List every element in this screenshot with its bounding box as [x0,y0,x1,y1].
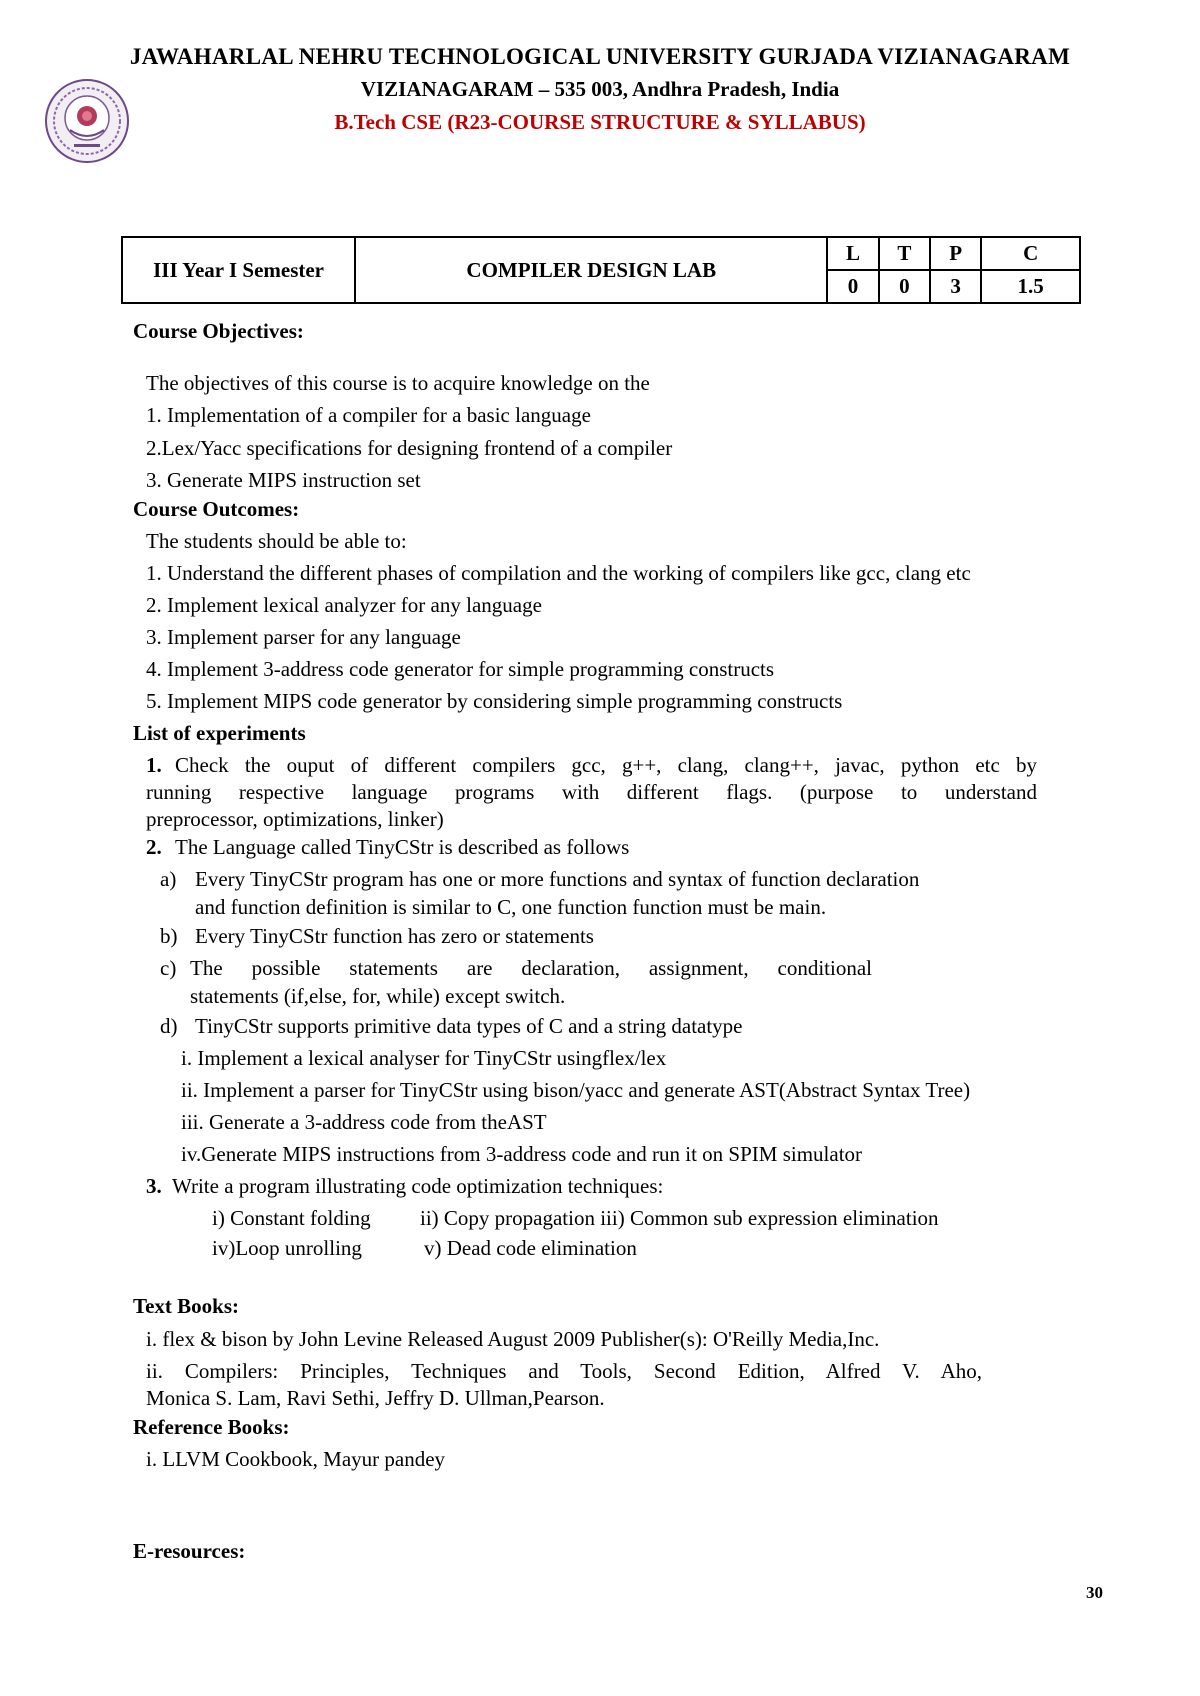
outcome-item: 3. Implement parser for any language [146,625,461,649]
header-l: L [827,237,878,270]
optimization-item: v) Dead code elimination [424,1236,637,1260]
optimization-item: iv)Loop unrolling [212,1236,362,1260]
outcomes-heading: Course Outcomes: [133,497,300,521]
sub-item-text: Every TinyCStr program has one or more functions and syntax of function declaration [195,867,920,891]
experiment-number: 2. [146,835,162,859]
sub-item-text: Every TinyCStr function has zero or statements [195,924,594,948]
eresources-heading: E-resources: [133,1539,246,1563]
outcomes-intro: The students should be able to: [146,529,407,553]
semester-cell: III Year I Semester [122,237,355,303]
objectives-heading: Course Objectives: [133,319,304,343]
experiment-1-line: preprocessor, optimizations, linker) [146,807,444,831]
reference-heading: Reference Books: [133,1415,290,1439]
value-t: 0 [879,270,930,303]
program-title: B.Tech CSE (R23-COURSE STRUCTURE & SYLLABUS) [334,110,866,134]
experiment-2-text: The Language called TinyCStr is described as follows [175,835,630,859]
value-p: 3 [930,270,981,303]
optimization-item: ii) Copy propagation iii) Common sub expression elimination [420,1206,939,1230]
experiment-number: 1. [146,753,162,777]
sub-item-text: and function definition is similar to C, one function function must be main. [195,895,827,919]
objective-item: 3. Generate MIPS instruction set [146,468,421,492]
value-l: 0 [827,270,878,303]
page-number: 30 [1086,1583,1103,1602]
sub-item-text: statements (if,else, for, while) except switch. [190,984,566,1008]
header-c: C [981,237,1080,270]
sub-item-label: c) [160,956,177,980]
header-p: P [930,237,981,270]
outcome-item: 1. Understand the different phases of compilation and the working of compilers like gcc, clang etc [146,561,971,585]
value-c: 1.5 [981,270,1080,303]
sub-item-text: TinyCStr supports primitive data types of C and a string datatype [195,1014,743,1038]
reference-item: i. LLVM Cookbook, Mayur pandey [146,1447,446,1471]
textbook-item: Monica S. Lam, Ravi Sethi, Jeffry D. Ullman,Pearson. [146,1386,605,1410]
sub-item-text: The possible statements are declaration, assignment, conditional [190,956,872,980]
sub-item-label: d) [160,1014,178,1038]
university-name: JAWAHARLAL NEHRU TECHNOLOGICAL UNIVERSITY GURJADA VIZIANAGARAM [129,44,1071,69]
task-item: ii. Implement a parser for TinyCStr using bison/yacc and generate AST(Abstract Syntax Tree) [181,1078,971,1102]
objectives-intro: The objectives of this course is to acquire knowledge on the [146,371,650,395]
task-item: iv.Generate MIPS instructions from 3-address code and run it on SPIM simulator [181,1142,863,1166]
objective-item: 1. Implementation of a compiler for a basic language [146,403,591,427]
outcome-item: 2. Implement lexical analyzer for any language [146,593,542,617]
textbook-item: ii. Compilers: Principles, Techniques and Tools, Second Edition, Alfred V. Aho, [146,1359,982,1383]
optimization-item: i) Constant folding [212,1206,371,1230]
university-address: VIZIANAGARAM – 535 003, Andhra Pradesh, India [360,77,840,101]
textbooks-heading: Text Books: [133,1294,239,1318]
course-name-cell: COMPILER DESIGN LAB [355,237,827,303]
textbook-item: i. flex & bison by John Levine Released August 2009 Publisher(s): O'Reilly Media,Inc. [146,1327,880,1351]
course-info-table [121,236,1081,304]
header-t: T [879,237,930,270]
experiment-3-text: Write a program illustrating code optimization techniques: [172,1174,664,1198]
objective-item: 2.Lex/Yacc specifications for designing frontend of a compiler [146,436,673,460]
outcome-item: 5. Implement MIPS code generator by considering simple programming constructs [146,689,843,713]
sub-item-label: a) [160,867,177,891]
experiment-number: 3. [146,1174,162,1198]
task-item: i. Implement a lexical analyser for TinyCStr usingflex/lex [181,1046,667,1070]
experiment-1-line: Check the ouput of different compilers gcc, g++, clang, clang++, javac, python etc by [175,753,1037,777]
task-item: iii. Generate a 3-address code from theAST [181,1110,547,1134]
sub-item-label: b) [160,924,178,948]
outcome-item: 4. Implement 3-address code generator for simple programming constructs [146,657,775,681]
experiments-heading: List of experiments [133,721,306,745]
experiment-1-line: running respective language programs with different flags. (purpose to understand [146,780,1037,804]
